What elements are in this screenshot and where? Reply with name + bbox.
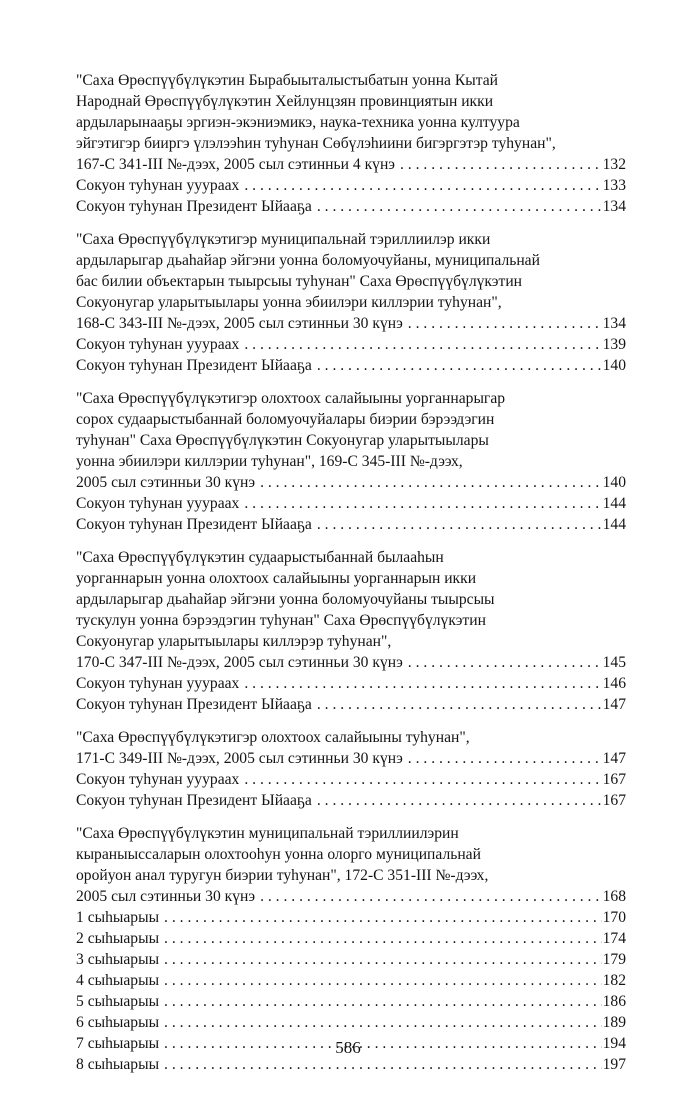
toc-title-line: эйгэтигэр бииргэ үлэлээһин туһунан Сөбүлэһиини бигэргэтэр туһунан", — [76, 135, 556, 152]
toc-entry-page: 146 — [602, 675, 626, 692]
toc-entry — [76, 694, 626, 715]
toc-entry-label: 170-С 347-III №-дээх, 2005 сыл сэтинньи 30 күнэ — [76, 654, 403, 671]
toc-entry-page: 167 — [602, 792, 626, 809]
toc-entry-label: Сокуон туһунан Президент Ыйааҕа — [76, 357, 312, 374]
toc-entry — [76, 928, 626, 949]
toc-section — [76, 388, 626, 535]
toc-entry — [76, 949, 626, 970]
dot-leader — [317, 694, 602, 715]
toc-entry-label: Сокуон туһунан ууураах — [76, 675, 240, 692]
dot-leader — [400, 154, 602, 175]
toc-title-line: Сокуонугар уларытыылары киллэрэр туһунан", — [76, 633, 392, 650]
dot-leader — [164, 991, 602, 1012]
toc-entry-page: 140 — [602, 474, 626, 491]
toc-title-line: сорох судаарыстыбаннай боломуочуйалары биэрии бэрээдэгин — [76, 411, 495, 428]
toc-entry — [76, 493, 626, 514]
dot-leader — [164, 928, 602, 949]
dot-leader — [164, 949, 602, 970]
toc-entry-page: 132 — [602, 156, 626, 173]
dot-leader — [408, 313, 602, 334]
toc-entry-page: 197 — [602, 1056, 626, 1073]
toc-entry-page: 133 — [602, 177, 626, 194]
toc-entry-page: 170 — [602, 909, 626, 926]
toc-title-line: "Саха Өрөспүүбүлүкэтигэр олохтоох салайыыны уорганнарыгар — [76, 390, 506, 407]
toc-entry-page: 134 — [602, 198, 626, 215]
dot-leader — [244, 769, 601, 790]
toc-entry — [76, 970, 626, 991]
toc-entry-label: Сокуон туһунан Президент Ыйааҕа — [76, 792, 312, 809]
toc-entry-page: 189 — [602, 1014, 626, 1031]
toc-entry-label: Сокуон туһунан Президент Ыйааҕа — [76, 696, 312, 713]
toc-entry-label: Сокуон туһунан ууураах — [76, 177, 240, 194]
dot-leader — [164, 1012, 602, 1033]
toc-entry — [76, 886, 626, 907]
toc-entry-page: 134 — [602, 315, 626, 332]
toc-title-line: бас билии объектарын тыырсыы туһунан" Саха Өрөспүүбүлүкэтин — [76, 273, 523, 290]
toc-entry — [76, 355, 626, 376]
dot-leader — [317, 514, 602, 535]
toc-title-line: "Саха Өрөспүүбүлүкэтигэр олохтоох салайыыны туһунан", — [76, 729, 470, 746]
toc-entry — [76, 652, 626, 673]
toc-entry-page: 182 — [602, 972, 626, 989]
toc-entry-label: Сокуон туһунан ууураах — [76, 495, 240, 512]
toc-section — [76, 727, 626, 811]
toc-entry-page: 139 — [602, 336, 626, 353]
toc-entry-label: 167-С 341-III №-дээх, 2005 сыл сэтинньи 4 күнэ — [76, 156, 395, 173]
toc-entry-label: 2005 сыл сэтинньи 30 күнэ — [76, 888, 256, 905]
toc-entry — [76, 991, 626, 1012]
toc-entry-page: 186 — [602, 993, 626, 1010]
dot-leader — [317, 790, 602, 811]
toc-entry-page: 167 — [602, 771, 626, 788]
toc-title-line: Сокуонугар уларытыылары уонна эбиилэри киллэрии туһунан", — [76, 294, 502, 311]
toc-entry-label: 1 сыһыарыы — [76, 909, 160, 926]
toc-entry-label: Сокуон туһунан ууураах — [76, 336, 240, 353]
toc-entry-page: 147 — [602, 696, 626, 713]
toc-entry-label: 8 сыһыарыы — [76, 1056, 160, 1073]
toc-title-line: кыраныыссаларын олохтооһун уонна олорго муниципальнай — [76, 846, 481, 863]
toc-entry-page: 140 — [602, 357, 626, 374]
toc-entry-label: 171-С 349-III №-дээх, 2005 сыл сэтинньи 30 күнэ — [76, 750, 403, 767]
toc-entry-label: 7 сыһыарыы — [76, 1035, 160, 1052]
toc-title-line: "Саха Өрөспүүбүлүкэтин муниципальнай тэриллиилэрин — [76, 825, 459, 842]
toc-title-line: ардыларыгар дьаһайар эйгэни уонна боломуочуйаны, муниципальнай — [76, 252, 540, 269]
toc-title-line: ардыларынааҕы эргиэн-экэниэмикэ, наука-техника уонна култуура — [76, 114, 520, 131]
toc-entry — [76, 154, 626, 175]
toc-entry-page: 174 — [602, 930, 626, 947]
dot-leader — [244, 493, 601, 514]
dot-leader — [260, 472, 602, 493]
dot-leader — [164, 907, 602, 928]
toc-title-line: "Саха Өрөспүүбүлүкэтигэр муниципальнай тэриллиилэр икки — [76, 231, 491, 248]
dot-leader — [244, 673, 601, 694]
toc-title-line: туһунан" Саха Өрөспүүбүлүкэтин Сокуонугар уларытыылары — [76, 432, 489, 449]
toc-entry-page: 179 — [602, 951, 626, 968]
toc-entry-page: 144 — [602, 516, 626, 533]
toc-title-line: тускулун уонна бэрээдэгин туһунан" Саха Өрөспүүбүлүкэтин — [76, 612, 486, 629]
toc-entry-page: 194 — [602, 1035, 626, 1052]
toc-entry-page: 144 — [602, 495, 626, 512]
toc-entry — [76, 196, 626, 217]
toc-entry — [76, 769, 626, 790]
dot-leader — [164, 970, 602, 991]
toc-entry-label: Сокуон туһунан Президент Ыйааҕа — [76, 198, 312, 215]
dot-leader — [317, 196, 602, 217]
toc-title-line: оройуон анал туругун биэрии туһунан", 172-С 351-III №-дээх, — [76, 867, 489, 884]
toc-entry-page: 145 — [602, 654, 626, 671]
toc-entry — [76, 790, 626, 811]
toc-entry-label: 5 сыһыарыы — [76, 993, 160, 1010]
toc-title-line: уонна эбиилэри киллэрии туһунан", 169-С 345-III №-дээх, — [76, 453, 463, 470]
toc-entry — [76, 175, 626, 196]
toc-title-line: "Саха Өрөспүүбүлүкэтин Бырабыыталыстыбатын уонна Кытай — [76, 72, 499, 89]
dot-leader — [408, 652, 602, 673]
toc-entry-label: 6 сыһыарыы — [76, 1014, 160, 1031]
toc-title-line: уорганнарын уонна олохтоох салайыыны уорганнарын икки — [76, 570, 477, 587]
toc-entry-page: 147 — [602, 750, 626, 767]
toc-title-line: "Саха Өрөспүүбүлүкэтин судаарыстыбаннай былааһын — [76, 549, 444, 566]
toc-entry-label: 3 сыһыарыы — [76, 951, 160, 968]
toc-entry — [76, 673, 626, 694]
dot-leader — [244, 175, 601, 196]
dot-leader — [244, 334, 601, 355]
dot-leader — [408, 748, 602, 769]
table-of-contents — [76, 70, 626, 1075]
toc-title-line: Народнай Өрөспүүбүлүкэтин Хейлунцзян провинциятын икки — [76, 93, 494, 110]
toc-entry-label: 2005 сыл сэтинньи 30 күнэ — [76, 474, 256, 491]
toc-entry-label: 2 сыһыарыы — [76, 930, 160, 947]
toc-entry — [76, 313, 626, 334]
toc-entry-label: 4 сыһыарыы — [76, 972, 160, 989]
toc-entry — [76, 472, 626, 493]
page-number: 586 — [335, 1038, 361, 1057]
toc-entry-label: Сокуон туһунан ууураах — [76, 771, 240, 788]
toc-entry-page: 168 — [602, 888, 626, 905]
toc-title-line: ардыларыгар дьаһайар эйгэни уонна боломуочуйаны тыырсыы — [76, 591, 495, 608]
dot-leader — [317, 355, 602, 376]
toc-section — [76, 229, 626, 376]
toc-entry — [76, 1012, 626, 1033]
dot-leader — [260, 886, 602, 907]
toc-section — [76, 547, 626, 715]
toc-section — [76, 70, 626, 217]
toc-entry-label: 168-С 343-III №-дээх, 2005 сыл сэтинньи 30 күнэ — [76, 315, 403, 332]
toc-entry-label: Сокуон туһунан Президент Ыйааҕа — [76, 516, 312, 533]
toc-entry — [76, 514, 626, 535]
toc-entry — [76, 907, 626, 928]
toc-entry — [76, 334, 626, 355]
toc-entry — [76, 748, 626, 769]
